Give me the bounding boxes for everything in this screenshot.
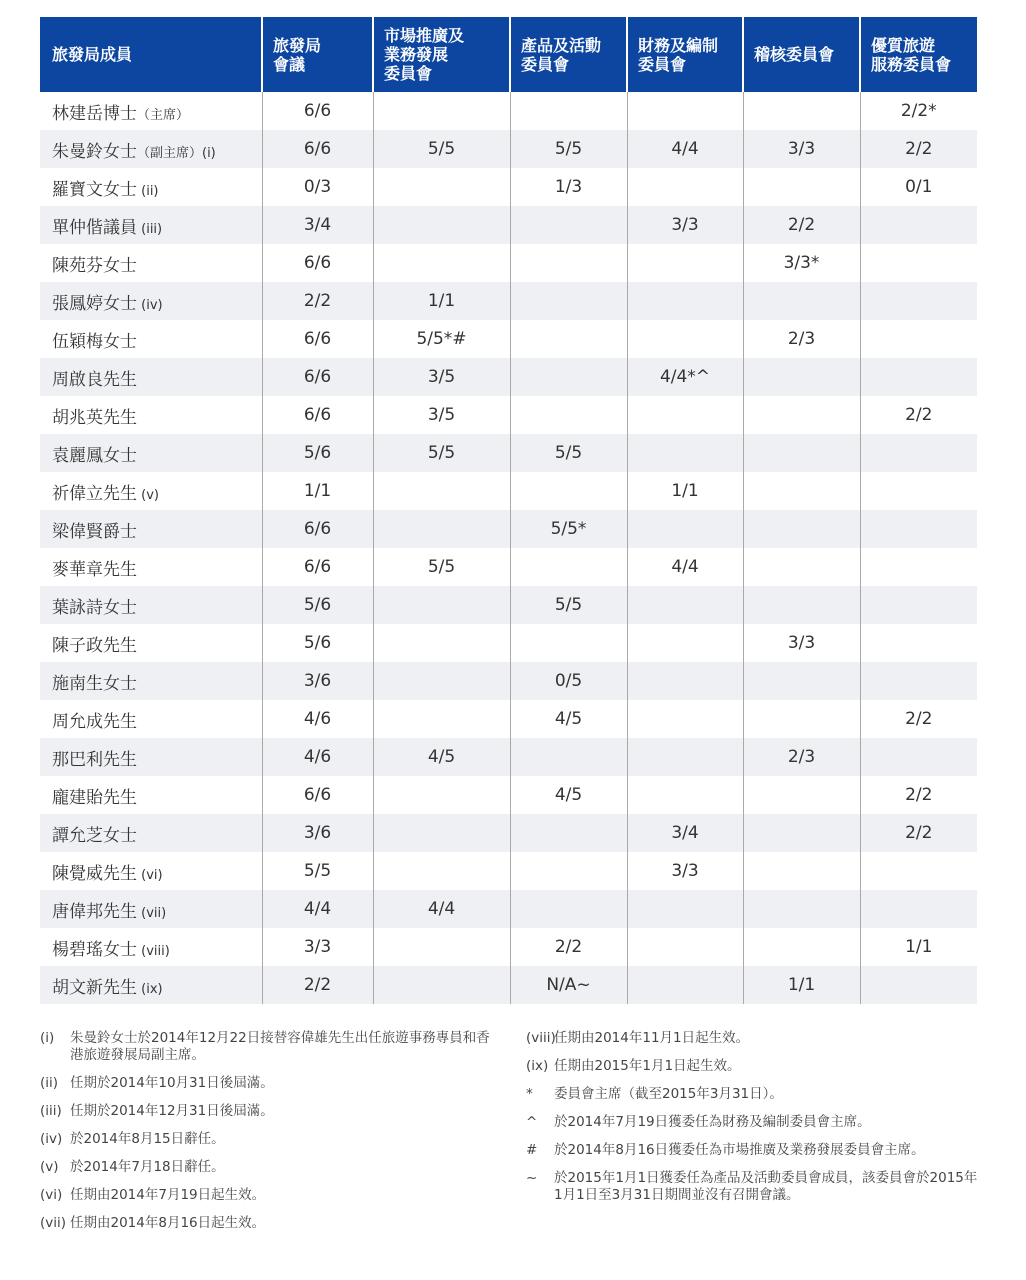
attendance-cell: 3/3* <box>743 244 860 282</box>
attendance-cell <box>743 586 860 624</box>
header-finance-committee: 財務及編制 委員會 <box>627 17 743 92</box>
attendance-cell: 3/3 <box>743 624 860 662</box>
attendance-cell <box>860 852 977 890</box>
member-name: 祈偉立先生 <box>52 483 137 504</box>
attendance-cell: 2/2* <box>860 92 977 130</box>
table-row <box>40 586 977 624</box>
member-name: 陳覺威先生 <box>52 863 137 884</box>
attendance-cell <box>373 700 510 738</box>
attendance-cell <box>860 662 977 700</box>
attendance-cell <box>743 168 860 206</box>
attendance-cell <box>627 396 743 434</box>
table-row <box>40 624 977 662</box>
member-note: (ii) <box>137 183 159 199</box>
attendance-cell: 5/5 <box>510 434 627 472</box>
footnote-mark: * <box>526 1086 533 1102</box>
footnote-text: 於2014年7月19日獲委任為財務及編制委員會主席。 <box>554 1114 871 1130</box>
attendance-cell: 4/5 <box>510 776 627 814</box>
footnote <box>526 1142 981 1159</box>
attendance-cell: 2/2 <box>860 700 977 738</box>
attendance-cell <box>627 700 743 738</box>
member-note: (iv) <box>137 297 163 313</box>
footnote-mark: (ii) <box>40 1075 59 1091</box>
footnote-text: 於2014年7月18日辭任。 <box>70 1159 225 1175</box>
footnote <box>40 1030 500 1064</box>
table-row <box>40 814 977 852</box>
member-name: 胡兆英先生 <box>52 407 137 428</box>
attendance-cell <box>627 586 743 624</box>
attendance-cell <box>627 244 743 282</box>
footnote <box>40 1215 500 1232</box>
attendance-cell: 5/5 <box>262 852 373 890</box>
attendance-cell <box>743 548 860 586</box>
attendance-cell <box>860 738 977 776</box>
attendance-cell: 1/3 <box>510 168 627 206</box>
member-note: (vii) <box>137 905 167 921</box>
header-marketing-committee: 市場推廣及 業務發展 委員會 <box>373 17 510 92</box>
attendance-cell <box>860 206 977 244</box>
attendance-cell <box>860 358 977 396</box>
member-name-cell <box>40 928 262 966</box>
attendance-cell <box>743 700 860 738</box>
attendance-cell <box>373 586 510 624</box>
attendance-cell: 3/4 <box>627 814 743 852</box>
member-name-cell <box>40 168 262 206</box>
footnote-mark: (vii) <box>40 1215 67 1231</box>
member-name: 張鳳婷女士 <box>52 293 137 314</box>
attendance-cell: 5/5 <box>510 586 627 624</box>
attendance-cell <box>373 206 510 244</box>
attendance-cell <box>743 472 860 510</box>
footnote-text: 任期於2014年10月31日後屆滿。 <box>70 1075 274 1091</box>
member-name-cell <box>40 472 262 510</box>
attendance-cell <box>510 92 627 130</box>
footnote <box>526 1030 981 1047</box>
member-name: 施南生女士 <box>52 673 137 694</box>
footnote <box>526 1114 981 1131</box>
table-row <box>40 548 977 586</box>
member-name-cell <box>40 130 262 168</box>
attendance-cell <box>860 320 977 358</box>
footnote <box>40 1131 500 1148</box>
member-note: （主席） <box>137 107 190 123</box>
footnote-text: 任期由2014年11月1日起生效。 <box>554 1030 750 1046</box>
attendance-cell: 6/6 <box>262 548 373 586</box>
table-row <box>40 472 977 510</box>
footnote-mark: ^ <box>526 1114 538 1130</box>
table-row <box>40 738 977 776</box>
member-name-cell <box>40 396 262 434</box>
footnote-text: 任期由2015年1月1日起生效。 <box>554 1058 741 1074</box>
attendance-cell <box>627 776 743 814</box>
attendance-cell <box>510 624 627 662</box>
attendance-cell <box>860 510 977 548</box>
member-name: 陳苑芬女士 <box>52 255 137 276</box>
member-name: 周允成先生 <box>52 711 137 732</box>
attendance-cell: 6/6 <box>262 92 373 130</box>
attendance-cell <box>510 852 627 890</box>
attendance-cell <box>743 890 860 928</box>
attendance-cell: 1/1 <box>743 966 860 1004</box>
attendance-cell: 3/3 <box>627 206 743 244</box>
header-quality-tourism-committee: 優質旅遊 服務委員會 <box>860 17 977 92</box>
attendance-cell: 4/4 <box>262 890 373 928</box>
footnote-mark: (vi) <box>40 1187 63 1203</box>
attendance-cell: 5/6 <box>262 434 373 472</box>
attendance-cell: 5/5 <box>373 130 510 168</box>
table-row <box>40 282 977 320</box>
attendance-cell <box>627 92 743 130</box>
table-row <box>40 320 977 358</box>
attendance-cell: 0/3 <box>262 168 373 206</box>
attendance-cell <box>510 282 627 320</box>
member-name: 龐建貽先生 <box>52 787 137 808</box>
member-name: 袁麗鳳女士 <box>52 445 137 466</box>
table-row <box>40 776 977 814</box>
attendance-cell <box>627 282 743 320</box>
member-name-cell <box>40 434 262 472</box>
attendance-cell: 5/6 <box>262 624 373 662</box>
footnote <box>526 1058 981 1075</box>
attendance-cell: 3/3 <box>743 130 860 168</box>
attendance-cell: 4/5 <box>373 738 510 776</box>
table-row <box>40 890 977 928</box>
attendance-cell <box>627 510 743 548</box>
member-name: 譚允芝女士 <box>52 825 137 846</box>
attendance-cell: 4/4 <box>627 130 743 168</box>
attendance-cell <box>510 738 627 776</box>
attendance-cell: 1/1 <box>627 472 743 510</box>
member-name-cell <box>40 320 262 358</box>
member-name-cell <box>40 814 262 852</box>
member-name: 唐偉邦先生 <box>52 901 137 922</box>
table-row <box>40 168 977 206</box>
attendance-cell <box>510 814 627 852</box>
attendance-cell <box>627 662 743 700</box>
member-name-cell <box>40 776 262 814</box>
attendance-cell <box>373 472 510 510</box>
attendance-cell: 5/5* <box>510 510 627 548</box>
member-name: 伍穎梅女士 <box>52 331 137 352</box>
attendance-cell <box>743 396 860 434</box>
footnote-text: 任期於2014年12月31日後屆滿。 <box>70 1103 274 1119</box>
member-note: (vi) <box>137 867 163 883</box>
attendance-cell <box>627 434 743 472</box>
member-note: (iii) <box>137 221 163 237</box>
table-row <box>40 510 977 548</box>
attendance-cell <box>373 244 510 282</box>
member-name-cell <box>40 586 262 624</box>
attendance-cell: 3/3 <box>262 928 373 966</box>
attendance-cell <box>743 282 860 320</box>
attendance-cell <box>860 624 977 662</box>
footnote <box>40 1187 500 1204</box>
member-name: 梁偉賢爵士 <box>52 521 137 542</box>
footnote-text: 於2014年8月15日辭任。 <box>70 1131 225 1147</box>
attendance-cell <box>373 92 510 130</box>
attendance-cell: 2/3 <box>743 320 860 358</box>
member-name-cell <box>40 244 262 282</box>
attendance-cell <box>627 890 743 928</box>
footnote-text: 於2015年1月1日獲委任為產品及活動委員會成員，該委員會於2015年1月1日至3月31日期間並沒有召開會議。 <box>554 1170 978 1203</box>
attendance-cell <box>510 548 627 586</box>
table-header <box>40 17 977 92</box>
attendance-cell: 3/6 <box>262 662 373 700</box>
attendance-cell <box>510 396 627 434</box>
footnote-text: 任期由2014年8月16日起生效。 <box>70 1215 266 1231</box>
attendance-cell <box>627 738 743 776</box>
member-name-cell <box>40 890 262 928</box>
footnote <box>526 1086 981 1103</box>
table-row <box>40 852 977 890</box>
footnotes-left <box>40 1030 500 1243</box>
footnote-text: 任期由2014年7月19日起生效。 <box>70 1187 266 1203</box>
attendance-cell: 4/4 <box>627 548 743 586</box>
member-name: 胡文新先生 <box>52 977 137 998</box>
table-row <box>40 396 977 434</box>
member-name: 單仲偕議員 <box>52 217 137 238</box>
attendance-cell: 3/3 <box>627 852 743 890</box>
attendance-cell: 5/5*# <box>373 320 510 358</box>
footnote-mark: (v) <box>40 1159 59 1175</box>
attendance-cell <box>510 472 627 510</box>
attendance-cell: 2/2 <box>262 966 373 1004</box>
member-name: 楊碧瑤女士 <box>52 939 137 960</box>
attendance-cell <box>373 624 510 662</box>
attendance-cell: 4/5 <box>510 700 627 738</box>
attendance-table <box>40 17 977 1004</box>
member-note: (viii) <box>137 943 170 959</box>
attendance-cell: 4/4*^ <box>627 358 743 396</box>
attendance-cell: 3/4 <box>262 206 373 244</box>
attendance-cell: 3/5 <box>373 358 510 396</box>
attendance-cell: 1/1 <box>860 928 977 966</box>
attendance-cell: 5/6 <box>262 586 373 624</box>
attendance-cell <box>373 814 510 852</box>
header-board-meeting: 旅發局 會議 <box>262 17 373 92</box>
footnote-mark: (ix) <box>526 1058 549 1074</box>
table-row <box>40 358 977 396</box>
member-name-cell <box>40 510 262 548</box>
attendance-cell <box>743 662 860 700</box>
attendance-cell: 2/2 <box>262 282 373 320</box>
attendance-cell: N/A~ <box>510 966 627 1004</box>
member-name: 那巴利先生 <box>52 749 137 770</box>
attendance-cell <box>510 358 627 396</box>
attendance-cell: 5/5 <box>510 130 627 168</box>
attendance-cell: 0/5 <box>510 662 627 700</box>
header-audit-committee: 稽核委員會 <box>743 17 860 92</box>
attendance-cell: 5/5 <box>373 434 510 472</box>
attendance-cell <box>627 624 743 662</box>
attendance-cell: 1/1 <box>262 472 373 510</box>
footnote-mark: ~ <box>526 1170 538 1186</box>
attendance-cell <box>743 852 860 890</box>
member-note: (v) <box>137 487 159 503</box>
attendance-cell <box>743 928 860 966</box>
attendance-cell: 6/6 <box>262 396 373 434</box>
member-name: 麥華章先生 <box>52 559 137 580</box>
attendance-cell <box>860 244 977 282</box>
attendance-cell <box>373 776 510 814</box>
attendance-cell <box>373 928 510 966</box>
attendance-cell: 4/6 <box>262 700 373 738</box>
footnotes-right <box>526 1030 981 1215</box>
attendance-cell: 6/6 <box>262 130 373 168</box>
attendance-cell <box>373 852 510 890</box>
attendance-cell <box>373 510 510 548</box>
table-row <box>40 130 977 168</box>
member-name: 林建岳博士 <box>52 103 137 124</box>
footnote-mark: (iv) <box>40 1131 63 1147</box>
footnote <box>40 1103 500 1120</box>
attendance-cell: 2/3 <box>743 738 860 776</box>
member-name: 羅寶文女士 <box>52 179 137 200</box>
table-row <box>40 206 977 244</box>
attendance-cell <box>860 472 977 510</box>
attendance-cell <box>510 206 627 244</box>
attendance-cell <box>627 320 743 358</box>
attendance-cell: 4/6 <box>262 738 373 776</box>
member-name: 周啟良先生 <box>52 369 137 390</box>
attendance-cell <box>743 92 860 130</box>
attendance-cell <box>510 890 627 928</box>
attendance-cell: 4/4 <box>373 890 510 928</box>
attendance-cell: 3/5 <box>373 396 510 434</box>
attendance-cell <box>627 966 743 1004</box>
attendance-cell: 2/2 <box>860 814 977 852</box>
member-name-cell <box>40 548 262 586</box>
attendance-cell <box>860 586 977 624</box>
attendance-cell: 2/2 <box>860 130 977 168</box>
attendance-cell: 2/2 <box>743 206 860 244</box>
footnote <box>526 1170 981 1204</box>
table-row <box>40 966 977 1004</box>
member-name-cell <box>40 662 262 700</box>
member-name-cell <box>40 624 262 662</box>
attendance-cell: 2/2 <box>510 928 627 966</box>
attendance-cell <box>860 548 977 586</box>
attendance-cell <box>627 928 743 966</box>
member-name-cell <box>40 700 262 738</box>
attendance-cell <box>510 244 627 282</box>
member-name-cell <box>40 738 262 776</box>
member-name: 朱曼鈴女士 <box>52 141 137 162</box>
member-name-cell <box>40 966 262 1004</box>
member-name-cell <box>40 206 262 244</box>
attendance-cell <box>743 434 860 472</box>
attendance-cell <box>373 662 510 700</box>
attendance-cell: 6/6 <box>262 320 373 358</box>
attendance-cell <box>860 434 977 472</box>
footnote-text: 委員會主席（截至2015年3月31日）。 <box>554 1086 783 1102</box>
attendance-cell: 6/6 <box>262 510 373 548</box>
member-name: 葉詠詩女士 <box>52 597 137 618</box>
attendance-cell: 2/2 <box>860 776 977 814</box>
attendance-cell <box>743 358 860 396</box>
table-row <box>40 700 977 738</box>
footnote <box>40 1075 500 1092</box>
attendance-cell <box>860 282 977 320</box>
footnote-mark: # <box>526 1142 538 1158</box>
member-name: 陳子政先生 <box>52 635 137 656</box>
attendance-cell: 1/1 <box>373 282 510 320</box>
attendance-cell <box>373 966 510 1004</box>
member-note: （副主席）(i) <box>137 145 216 161</box>
table-row <box>40 92 977 130</box>
table-row <box>40 662 977 700</box>
attendance-cell <box>373 168 510 206</box>
attendance-cell: 6/6 <box>262 358 373 396</box>
footnote-mark: (i) <box>40 1030 55 1046</box>
member-name-cell <box>40 92 262 130</box>
attendance-cell: 3/6 <box>262 814 373 852</box>
member-name-cell <box>40 852 262 890</box>
attendance-cell: 2/2 <box>860 396 977 434</box>
attendance-cell <box>860 890 977 928</box>
footnote-text: 朱曼鈴女士於2014年12月22日接替容偉雄先生出任旅遊事務專員和香港旅遊發展局副主席。 <box>70 1030 490 1063</box>
footnote-mark: (iii) <box>40 1103 62 1119</box>
attendance-cell <box>743 814 860 852</box>
attendance-cell <box>627 168 743 206</box>
table-row <box>40 244 977 282</box>
header-product-committee: 產品及活動 委員會 <box>510 17 627 92</box>
footnote <box>40 1159 500 1176</box>
member-name-cell <box>40 358 262 396</box>
attendance-cell <box>510 320 627 358</box>
attendance-cell: 6/6 <box>262 776 373 814</box>
attendance-cell: 6/6 <box>262 244 373 282</box>
header-member: 旅發局成員 <box>40 17 262 92</box>
attendance-cell <box>860 966 977 1004</box>
table-body <box>40 92 977 1004</box>
member-name-cell <box>40 282 262 320</box>
attendance-cell: 5/5 <box>373 548 510 586</box>
attendance-cell <box>743 510 860 548</box>
footnote-text: 於2014年8月16日獲委任為市場推廣及業務發展委員會主席。 <box>554 1142 925 1158</box>
attendance-cell: 0/1 <box>860 168 977 206</box>
table-row <box>40 928 977 966</box>
table-row <box>40 434 977 472</box>
attendance-cell <box>743 776 860 814</box>
footnote-mark: (viii) <box>526 1030 556 1046</box>
member-note: (ix) <box>137 981 163 997</box>
